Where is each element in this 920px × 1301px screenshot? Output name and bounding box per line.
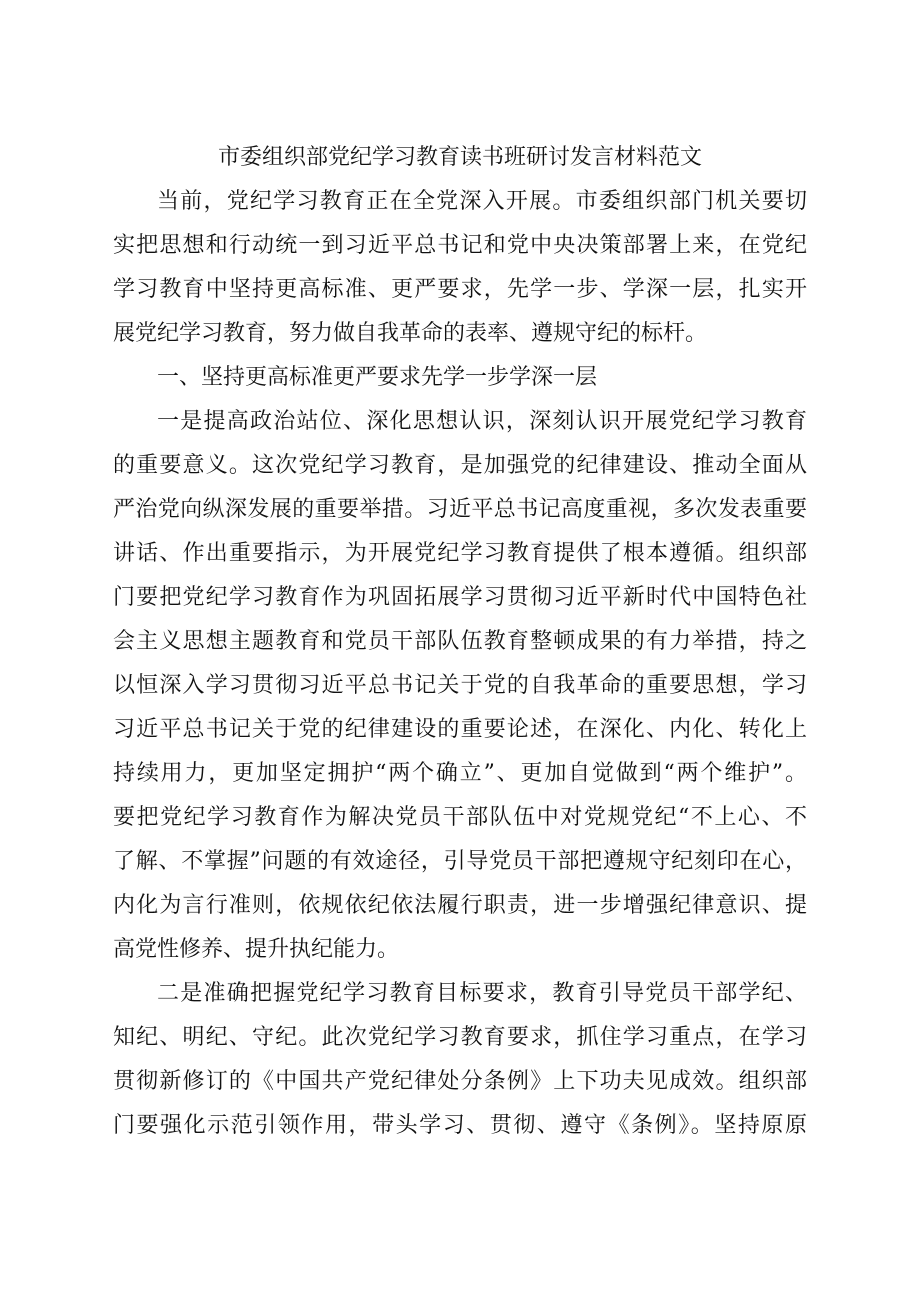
paragraph-line: 当前，党纪学习教育正在全党深入开展。市委组织部门机关要切: [157, 189, 807, 214]
paragraph-line: 讲话、作出重要指示，为开展党纪学习教育提供了根本遵循。组织部: [113, 541, 807, 566]
section-heading: 一、坚持更高标准更严要求先学一步学深一层: [157, 365, 598, 390]
paragraph-line: 贯彻新修订的《中国共产党纪律处分条例》上下功夫见成效。组织部: [113, 1069, 807, 1094]
paragraph-line: 门要强化示范引领作用，带头学习、贯彻、遵守《条例》。坚持原原: [113, 1113, 807, 1138]
paragraph-line: 二是准确把握党纪学习教育目标要求，教育引导党员干部学纪、: [157, 981, 807, 1006]
paragraph-line: 学习教育中坚持更高标准、更严要求，先学一步、学深一层，扎实开: [113, 277, 807, 302]
document-title: 市委组织部党纪学习教育读书班研讨发言材料范文: [217, 145, 702, 170]
paragraph-line: 以恒深入学习贯彻习近平总书记关于党的自我革命的重要思想，学习: [113, 673, 807, 698]
paragraph-line: 一是提高政治站位、深化思想认识，深刻认识开展党纪学习教育: [157, 409, 807, 434]
paragraph-line: 习近平总书记关于党的纪律建设的重要论述，在深化、内化、转化上: [113, 717, 807, 742]
paragraph-line: 会主义思想主题教育和党员干部队伍教育整顿成果的有力举措，持之: [113, 629, 807, 654]
paragraph-line: 展党纪学习教育，努力做自我革命的表率、遵规守纪的标杆。: [113, 321, 708, 346]
paragraph-line: 实把思想和行动统一到习近平总书记和党中央决策部署上来，在党纪: [113, 233, 807, 258]
paragraph-line: 门要把党纪学习教育作为巩固拓展学习贯彻习近平新时代中国特色社: [113, 585, 807, 610]
paragraph-line: 了解、不掌握”问题的有效途径，引导党员干部把遵规守纪刻印在心，: [113, 849, 807, 874]
paragraph-line: 内化为言行准则，依规依纪依法履行职责，进一步增强纪律意识、提: [113, 893, 807, 918]
paragraph-line: 持续用力，更加坚定拥护“两个确立”、更加自觉做到“两个维护”。: [113, 761, 807, 786]
paragraph-line: 的重要意义。这次党纪学习教育，是加强党的纪律建设、推动全面从: [113, 453, 807, 478]
paragraph-line: 严治党向纵深发展的重要举措。习近平总书记高度重视，多次发表重要: [113, 497, 807, 522]
paragraph-line: 要把党纪学习教育作为解决党员干部队伍中对党规党纪“不上心、不: [113, 805, 807, 830]
paragraph-line: 知纪、明纪、守纪。此次党纪学习教育要求，抓住学习重点，在学习: [113, 1025, 807, 1050]
paragraph-line: 高党性修养、提升执纪能力。: [113, 937, 400, 962]
